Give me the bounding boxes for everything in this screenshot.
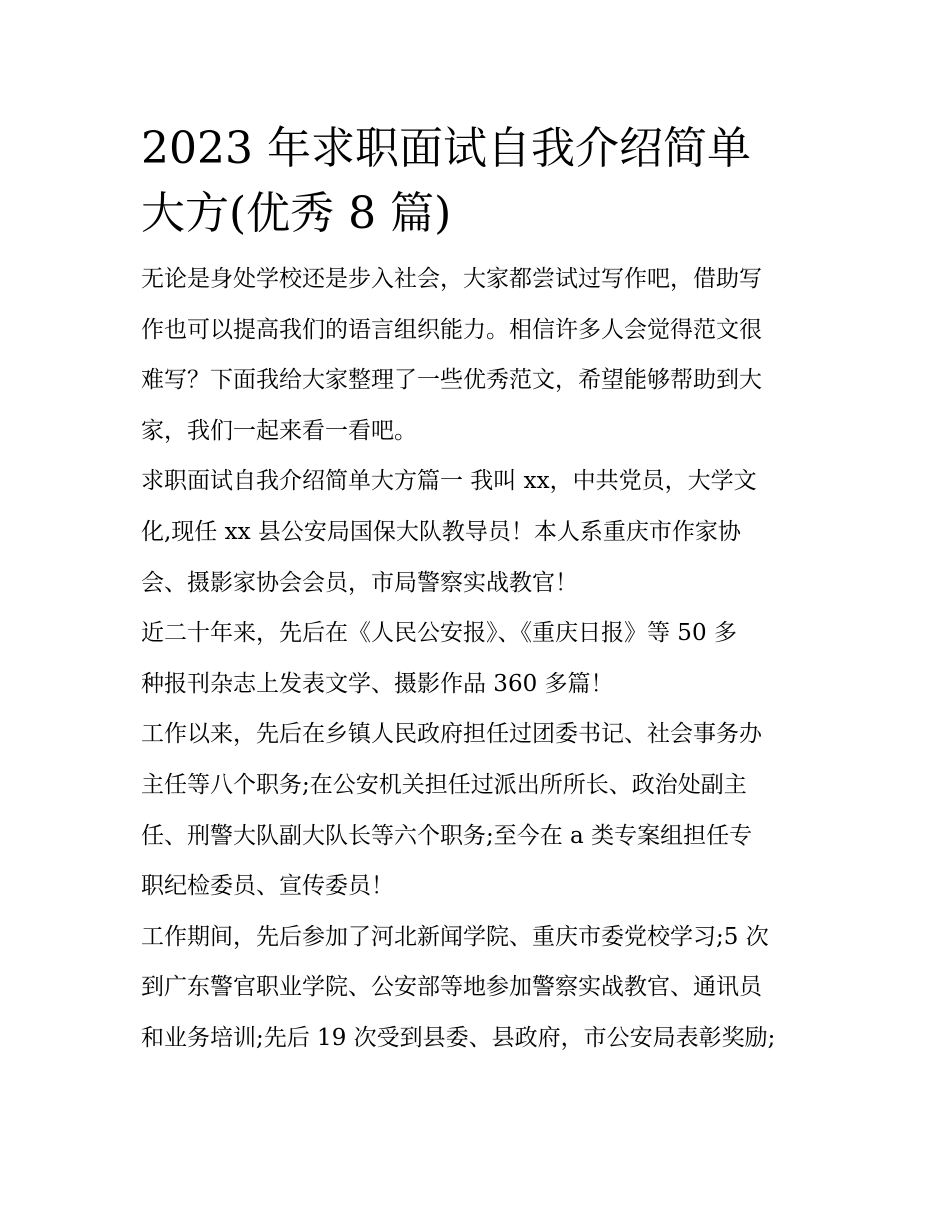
text-line: 职纪检委员、宣传委员！ — [141, 873, 394, 900]
title-line-2: 大方(优秀 8 篇) — [141, 188, 452, 239]
paragraph-training — [141, 912, 816, 1064]
document-title — [141, 116, 816, 246]
text-line: 近二十年来，先后在《人民公安报》、《重庆日报》等 50 多 — [141, 620, 737, 647]
paragraph-section-one — [141, 456, 816, 608]
text-line: 无论是身处学校还是步入社会，大家都尝试过写作吧，借助写 — [141, 266, 762, 292]
text-line: 到广东警官职业学院、公安部等地参加警察实战教官、通讯员 — [141, 974, 762, 1001]
text-line: 主任等八个职务;在公安机关担任过派出所所长、政治处副主 — [141, 771, 747, 798]
text-line: 家，我们一起来看一看吧。 — [141, 417, 417, 444]
document-body — [141, 116, 816, 1064]
text-line: 和业务培训;先后 19 次受到县委、县政府，市公安局表彰奖励; — [141, 1024, 776, 1051]
text-line: 化,现任 xx 县公安局国保大队教导员！本人系重庆市作家协 — [141, 518, 741, 545]
text-line: 难写？下面我给大家整理了一些优秀范文，希望能够帮助到大 — [141, 367, 762, 394]
paragraph-positions — [141, 709, 816, 911]
text-line: 工作期间，先后参加了河北新闻学院、重庆市委党校学习;5 次 — [141, 923, 769, 950]
title-line-1: 2023 年求职面试自我介绍简单 — [141, 123, 751, 174]
text-line: 种报刊杂志上发表文学、摄影作品 360 多篇！ — [141, 670, 614, 697]
text-line: 作也可以提高我们的语言组织能力。相信许多人会觉得范文很 — [141, 316, 762, 343]
paragraph-intro — [141, 254, 816, 456]
text-line: 任、刑警大队副大队长等六个职务;至今在 a 类专案组担任专 — [141, 822, 753, 849]
text-line: 求职面试自我介绍简单大方篇一 我叫 xx，中共党员，大学文 — [141, 468, 757, 495]
text-line: 会、摄影家协会会员，市局警察实战教官！ — [141, 569, 578, 596]
text-line: 工作以来，先后在乡镇人民政府担任过团委书记、社会事务办 — [141, 721, 762, 748]
paragraph-publications — [141, 608, 816, 709]
